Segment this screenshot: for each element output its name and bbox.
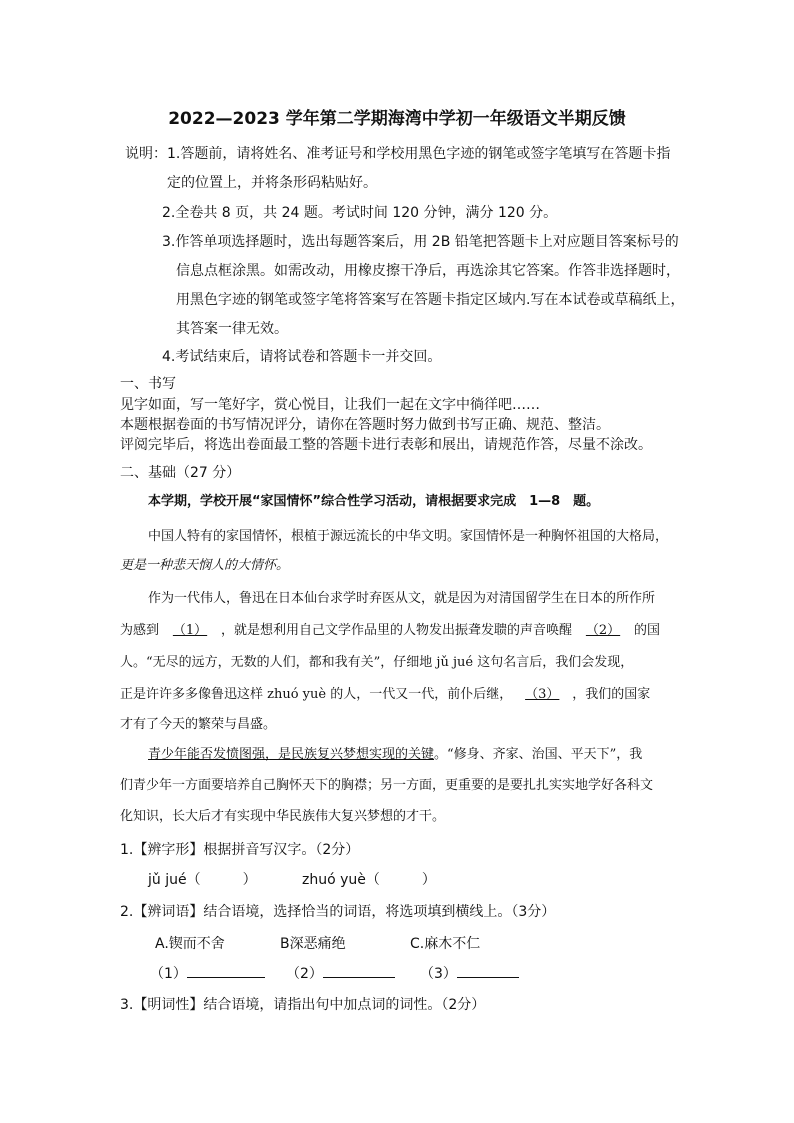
question-1-item-1: jǔ jué（ ） <box>148 872 257 888</box>
instructions-line-1 <box>125 145 670 163</box>
answer-blank-line <box>457 965 519 978</box>
question-1-label: 1.【辨字形】根据拼音写汉字。（2分） <box>120 842 360 858</box>
question-2-answer-2: （2） <box>286 965 395 983</box>
passage-para1-line2: 更是一种悲天悯人的大情怀。 <box>120 558 290 573</box>
instruction-item-2: 2.全卷共 8 页，共 24 题。考试时间 120 分钟，满分 120 分。 <box>162 205 558 221</box>
answer-blank-line <box>323 965 395 978</box>
passage-para3-line2: 们青少年一方面要培养自己胸怀天下的胸襟；另一方面，更重要的是要扎扎实实地学好各科文 <box>120 778 654 793</box>
question-2-answer-3: （3） <box>420 965 519 983</box>
question-3-label: 3.【明词性】结合语境，请指出句中加点词的词性。（2分） <box>120 997 486 1013</box>
instruction-item-3a: 3.作答单项选择题时，选出每题答案后，用 2B 铅笔把答题卡上对应题目答案标号的 <box>162 234 679 250</box>
instruction-item-1b: 定的位置上，并将条形码粘贴好。 <box>167 175 377 191</box>
section1-paragraph-2: 本题根据卷面的书写情况评分，请你在答题时努力做到书写正确、规范、整洁。 <box>120 417 610 433</box>
passage-para1-line1: 中国人特有的家国情怀，根植于源远流长的中华文明。家国情怀是一种胸怀祖国的大格局， <box>148 529 669 544</box>
passage-para2-line4: 正是许许多多像鲁迅这样 zhuó yuè 的人，一代又一代，前仆后继， （3） ，我们的国家 <box>120 687 651 702</box>
underlined-key-sentence: 青少年能否发愤图强，是民族复兴梦想实现的关键 <box>148 747 435 762</box>
instruction-item-1a: 1.答题前，请将姓名、准考证号和学校用黑色字迹的钢笔或签字笔填写在答题卡指 <box>167 146 671 162</box>
passage-blank-2: （2） <box>585 623 621 638</box>
passage-para2-line2: 为感到 （1） ，就是想利用自己文学作品里的人物发出振聋发聩的声音唤醒 （2） 的国 <box>120 623 661 638</box>
passage-blank-1: （1） <box>172 623 208 638</box>
section1-paragraph-1: 见字如面，写一笔好字，赏心悦目，让我们一起在文字中徜徉吧…… <box>120 397 540 413</box>
question-2-answer-1: （1） <box>150 965 265 983</box>
passage-blank-3: （3） <box>525 687 560 702</box>
question-2-option-c: C.麻木不仁 <box>410 936 481 952</box>
question-2-option-b: B深恶痛绝 <box>280 936 346 952</box>
question-2-label: 2.【辨词语】结合语境，选择恰当的词语，将选项填到横线上。（3分） <box>120 904 556 920</box>
instructions-label: 说明： <box>125 146 167 162</box>
section2-heading: 二、基础（27 分） <box>120 465 241 481</box>
instruction-item-3d: 其答案一律无效。 <box>176 321 288 337</box>
instruction-item-4: 4.考试结束后，请将试卷和答题卡一并交回。 <box>162 349 442 365</box>
section2-intro: 本学期，学校开展“家国情怀”综合性学习活动，请根据要求完成 1—8 题。 <box>148 494 600 509</box>
passage-para3-line3: 化知识，长大后才有实现中华民族伟大复兴梦想的才干。 <box>120 809 446 824</box>
passage-para2-line3: 人。“无尽的远方，无数的人们，都和我有关”，仔细地 jǔ jué 这句名言后，我们会发现， <box>120 655 634 670</box>
answer-blank-line <box>187 965 265 978</box>
question-1-item-2: zhuó yuè（ ） <box>302 872 436 888</box>
passage-para2-line5: 才有了今天的繁荣与昌盛。 <box>120 717 277 732</box>
instruction-item-3b: 信息点框涂黑。如需改动，用橡皮擦干净后，再选涂其它答案。作答非选择题时， <box>176 263 680 279</box>
page-title: 2022—2023 学年第二学期海湾中学初一年级语文半期反馈 <box>168 109 626 129</box>
passage-para3-line1: 青少年能否发愤图强，是民族复兴梦想实现的关键。“修身、齐家、治国、平天下”，我 <box>148 747 643 762</box>
question-2-option-a: A.锲而不舍 <box>155 936 225 952</box>
section1-heading: 一、书写 <box>120 376 176 392</box>
instruction-item-3c: 用黑色字迹的钢笔或签字笔将答案写在答题卡指定区域内.写在本试卷或草稿纸上， <box>176 292 685 308</box>
passage-para2-line1: 作为一代伟人，鲁迅在日本仙台求学时弃医从文，就是因为对清国留学生在日本的所作所 <box>148 591 656 606</box>
section1-paragraph-3: 评阅完毕后，将选出卷面最工整的答题卡进行表彰和展出，请规范作答，尽量不涂改。 <box>120 437 652 453</box>
